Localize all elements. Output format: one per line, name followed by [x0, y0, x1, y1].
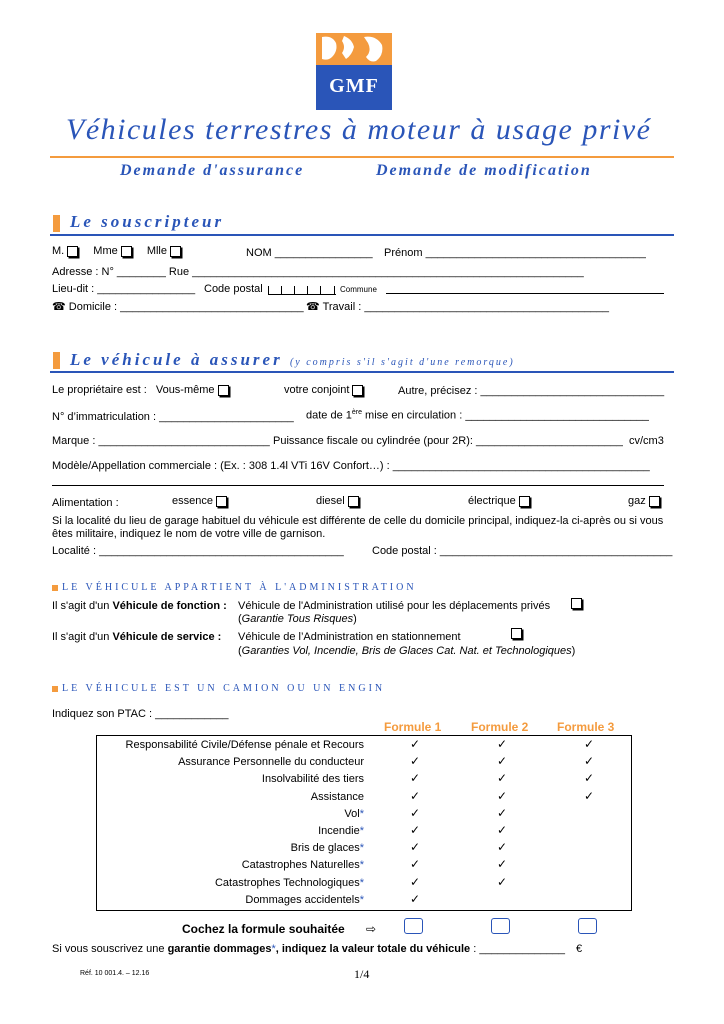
- section-souscripteur-divider: [50, 234, 674, 236]
- formule-3-header: Formule 3: [557, 720, 615, 734]
- fonction-desc-1: Véhicule de l'Administration utilisé pour les déplacements privés: [238, 600, 551, 612]
- cochez-label: [182, 922, 376, 936]
- diesel-checkbox[interactable]: [348, 496, 359, 507]
- service-guarantee: Garanties Vol, Incendie, Bris de Glaces Cat. Nat. et Technologiques: [241, 645, 572, 657]
- table-row-label: [318, 825, 364, 837]
- formule-3-select[interactable]: [578, 918, 597, 934]
- modele-line-2[interactable]: [52, 485, 664, 486]
- guarantee-label: Dommages accidentels: [245, 893, 360, 906]
- code-postal-garage-field[interactable]: Code postal : ______________________________________: [372, 545, 673, 557]
- electrique-label: électrique: [468, 495, 516, 507]
- vehicule-fonction-row: [52, 600, 227, 612]
- gaz-label: gaz: [628, 495, 646, 507]
- fonction-guarantee: Garantie Tous Risques: [241, 613, 354, 625]
- star-marker: *: [359, 876, 364, 889]
- alimentation-label: Alimentation :: [52, 497, 119, 509]
- civility-row: [52, 245, 181, 257]
- bullet-square: [52, 686, 58, 692]
- section-vehicule-divider: [50, 371, 674, 373]
- nom-field[interactable]: NOM ________________: [246, 247, 373, 259]
- checkmark-icon: ✓: [410, 857, 421, 872]
- garantie-dommages-line[interactable]: Si vous souscrivez une garantie dommages*, indiquez la valeur totale du véhicule : ______________ €: [52, 943, 583, 955]
- code-postal-label: Code postal: [204, 283, 263, 295]
- localite-note-line2: êtes militaire, indiquez le nom de votre ville de garnison.: [52, 528, 326, 540]
- camion-heading: [52, 683, 385, 694]
- code-postal-boxes[interactable]: [268, 284, 336, 295]
- checkmark-icon: ✓: [497, 788, 508, 803]
- guarantee-label: Responsabilité Civile/Défense pénale et Recours: [125, 739, 364, 751]
- guarantee-label: Bris de glaces: [290, 842, 360, 855]
- garantie-field: : ______________: [470, 943, 565, 955]
- guarantee-label: Catastrophes Naturelles: [241, 859, 360, 872]
- logo-text: GMF: [329, 75, 379, 97]
- phone-icon: ☎: [52, 301, 66, 313]
- civility-m-checkbox[interactable]: [67, 246, 78, 257]
- prenom-field[interactable]: Prénom ____________________________________: [384, 247, 646, 259]
- formule-1-select[interactable]: [404, 918, 423, 934]
- essence-checkbox[interactable]: [216, 496, 227, 507]
- table-row-label: [262, 773, 364, 785]
- gaz-option: [628, 495, 660, 507]
- page-title: Véhicules terrestres à moteur à usage privé: [66, 113, 652, 146]
- gaz-checkbox[interactable]: [649, 496, 660, 507]
- camion-heading-text: LE VÉHICULE EST UN CAMION OU UN ENGIN: [62, 683, 386, 694]
- domicile-field: Domicile : ______________________________: [68, 301, 304, 313]
- footer-reference: Réf. 10 001.4. – 12.16: [80, 970, 150, 977]
- conjoint-label: votre conjoint: [284, 384, 350, 396]
- adresse-field[interactable]: Adresse : N° ________ Rue ________________________________________________________________: [52, 266, 584, 278]
- immatriculation-field[interactable]: N° d’immatriculation : ______________________: [52, 411, 294, 423]
- garantie-bold: garantie dommages: [167, 943, 272, 955]
- fonction-desc-2: (Garantie Tous Risques): [238, 613, 357, 625]
- table-row-label: [311, 791, 364, 803]
- checkmark-icon: ✓: [410, 771, 421, 786]
- guarantee-label: Assistance: [310, 790, 364, 803]
- checkmark-icon: ✓: [497, 840, 508, 855]
- date-label: date de 1: [306, 409, 352, 422]
- checkmark-icon: ✓: [497, 823, 508, 837]
- electrique-option: [468, 495, 530, 507]
- table-row-label: [178, 756, 364, 768]
- garantie-bold-2: , indiquez la valeur totale du véhicule: [275, 943, 471, 955]
- localite-note-line1: Si la localité du lieu de garage habituel du véhicule est différente de celle du domicile principal, indiquez-la ci-après ou si vous: [52, 515, 664, 527]
- guarantee-label: Assurance Personnelle du conducteur: [178, 756, 364, 769]
- garantie-prefix: Si vous souscrivez une: [52, 943, 168, 955]
- table-row-label: [126, 739, 364, 751]
- service-desc-1: Véhicule de l’Administration en stationnement: [238, 631, 461, 643]
- date-rest: mise en circulation : ______________________________: [362, 409, 649, 422]
- civility-mme-label: Mme: [93, 245, 118, 257]
- checkmark-icon: ✓: [584, 737, 595, 751]
- cvcm3-unit: cv/cm3: [629, 435, 664, 447]
- formule-1-header: Formule 1: [384, 720, 442, 734]
- section-vehicule-note: (y compris s'il s'agit d'une remorque): [289, 357, 515, 368]
- table-row-label: [344, 808, 364, 820]
- title-divider: [50, 156, 674, 158]
- civility-m-label: M.: [52, 245, 65, 257]
- star-marker: *: [359, 807, 364, 820]
- vehicule-service-row: [52, 631, 221, 643]
- commune-line[interactable]: [386, 293, 664, 294]
- marque-field[interactable]: Marque : ____________________________: [52, 435, 270, 447]
- electrique-checkbox[interactable]: [519, 496, 530, 507]
- admin-heading: [52, 582, 417, 593]
- vous-meme-checkbox[interactable]: [218, 385, 229, 396]
- fonction-label: Véhicule de fonction :: [112, 600, 227, 612]
- commune-label: Commune: [340, 285, 377, 294]
- checkmark-icon: ✓: [410, 891, 421, 906]
- vous-meme-label: Vous-même: [155, 384, 215, 396]
- service-prefix: Il s'agit d'un: [52, 631, 113, 643]
- subtitle-demande-assurance: Demande d'assurance: [120, 162, 305, 179]
- section-souscripteur-heading: Le souscripteur: [70, 212, 225, 231]
- fonction-checkbox[interactable]: [571, 598, 582, 609]
- checkmark-icon: ✓: [410, 823, 421, 837]
- table-row-label: [291, 842, 364, 854]
- page-number: 1/4: [354, 967, 370, 981]
- checkmark-icon: ✓: [410, 737, 421, 751]
- conjoint-row: [284, 384, 363, 396]
- phone-domicile[interactable]: [52, 300, 304, 313]
- autre-field[interactable]: Autre, précisez : ______________________________: [398, 385, 665, 397]
- guarantee-label: Insolvabilité des tiers: [261, 773, 364, 786]
- checkmark-icon: ✓: [584, 771, 595, 786]
- checkmark-icon: ✓: [584, 754, 595, 769]
- service-checkbox[interactable]: [511, 628, 522, 639]
- proprietaire-label: Le propriétaire est :: [52, 384, 147, 396]
- diesel-label: diesel: [316, 495, 345, 507]
- checkmark-icon: ✓: [497, 754, 508, 769]
- checkmark-icon: ✓: [497, 874, 508, 889]
- date-mise-circulation-field[interactable]: [306, 409, 649, 422]
- phone-icon: ☎: [306, 301, 320, 313]
- checkmark-icon: ✓: [410, 805, 421, 820]
- logo-graphic: [316, 33, 392, 110]
- star-marker: *: [359, 893, 364, 906]
- formule-2-select[interactable]: [491, 918, 510, 934]
- puissance-field[interactable]: Puissance fiscale ou cylindrée (pour 2R): ________________________: [273, 435, 623, 447]
- euro-sign: €: [576, 943, 583, 955]
- checkmark-icon: ✓: [497, 771, 508, 786]
- checkmark-icon: ✓: [584, 788, 595, 803]
- civility-mlle-checkbox[interactable]: [170, 246, 181, 257]
- star-marker: *: [359, 825, 364, 837]
- cochez-text: Cochez la formule souhaitée: [182, 922, 345, 936]
- section-marker: [53, 352, 60, 369]
- formules-table: [96, 735, 632, 911]
- subtitle-demande-modification: Demande de modification: [376, 162, 592, 179]
- essence-label: essence: [172, 495, 213, 507]
- checkmark-icon: ✓: [497, 737, 508, 751]
- checkmark-icon: ✓: [410, 788, 421, 803]
- essence-option: [172, 495, 227, 507]
- star-marker: *: [359, 859, 364, 872]
- checkmark-icon: ✓: [410, 840, 421, 855]
- checkmark-icon: ✓: [497, 857, 508, 872]
- guarantee-label: Vol: [344, 807, 360, 820]
- checkmark-icon: ✓: [410, 754, 421, 769]
- table-row-label: [245, 894, 364, 906]
- guarantee-label: Incendie: [318, 825, 360, 837]
- star-marker: *: [359, 842, 364, 855]
- lieudit-field[interactable]: Lieu-dit : ________________: [52, 283, 196, 295]
- checkmark-icon: ✓: [410, 874, 421, 889]
- section-marker: [53, 215, 60, 232]
- gmf-logo: [316, 33, 392, 110]
- localite-field[interactable]: Localité : ________________________________________: [52, 545, 344, 557]
- admin-heading-text: LE VÉHICULE APPARTIENT À L'ADMINISTRATION: [62, 582, 417, 593]
- guarantee-label: Catastrophes Technologiques: [214, 876, 360, 889]
- date-sup: ère: [351, 409, 362, 416]
- formule-2-header: Formule 2: [471, 720, 529, 734]
- fonction-prefix: Il s'agit d'un: [52, 600, 113, 612]
- arrow-right-icon: ⇨: [366, 922, 377, 936]
- phone-travail[interactable]: [306, 300, 609, 313]
- section-vehicule-title: Le véhicule à assurer: [70, 350, 283, 369]
- modele-field[interactable]: Modèle/Appellation commerciale : (Ex. : 308 1.4l VTi 16V Confort…) : __________________________________________: [52, 460, 650, 472]
- civility-mlle-label: Mlle: [146, 245, 167, 257]
- civility-mme-checkbox[interactable]: [121, 246, 132, 257]
- diesel-option: [316, 495, 359, 507]
- checkmark-icon: ✓: [497, 805, 508, 820]
- bullet-square: [52, 585, 58, 591]
- proprietaire-row: [52, 384, 229, 396]
- conjoint-checkbox[interactable]: [352, 385, 363, 396]
- section-vehicule-heading: [70, 350, 515, 370]
- ptac-field[interactable]: Indiquez son PTAC : ____________: [52, 708, 229, 720]
- service-label: Véhicule de service :: [112, 631, 222, 643]
- table-row-label: [215, 877, 364, 889]
- service-desc-2: (Garanties Vol, Incendie, Bris de Glaces Cat. Nat. et Technologiques): [238, 645, 576, 657]
- table-row-label: [242, 859, 364, 871]
- travail-field: Travail : ________________________________________: [322, 301, 610, 313]
